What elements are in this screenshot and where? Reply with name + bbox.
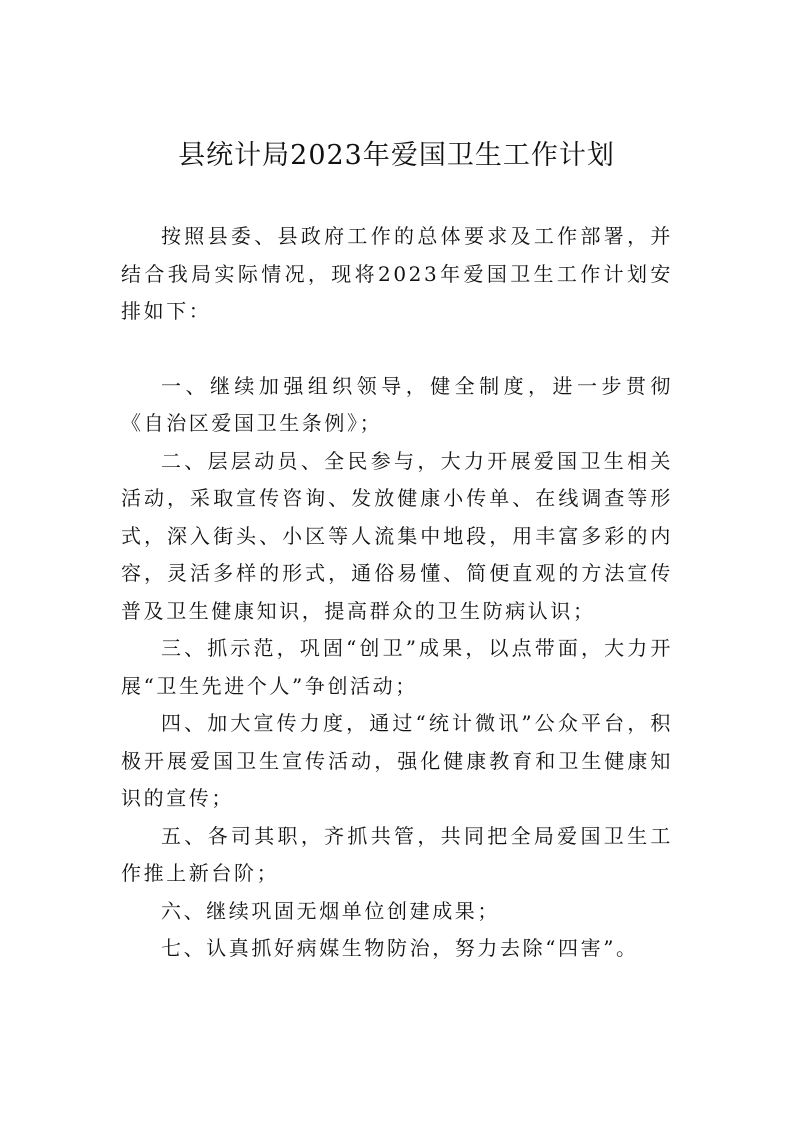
plan-item-2: 二、层层动员、全民参与，大力开展爱国卫生相关活动，采取宣传咨询、发放健康小传单、在线调查等形式，深入街头、小区等人流集中地段，用丰富多彩的内容，灵活多样的形式，通俗易懂、简便直观的方法宣传普及卫生健康知识，提高群众的卫生防病认识；: [121, 448, 673, 623]
plan-item-5: 五、各司其职，齐抓共管，共同把全局爱国卫生工作推上新台阶；: [121, 823, 673, 885]
plan-item-1: 一、继续加强组织领导，健全制度，进一步贯彻《自治区爱国卫生条例》；: [121, 373, 673, 435]
intro-paragraph: 按照县委、县政府工作的总体要求及工作部署，并结合我局实际情况，现将2023年爱国卫生工作计划安排如下：: [121, 224, 673, 323]
document-title: 县统计局2023年爱国卫生工作计划: [178, 140, 615, 171]
plan-item-7: 七、认真抓好病媒生物防治，努力去除“四害”。: [161, 936, 639, 960]
document-body: [121, 218, 673, 968]
plan-item-4: 四、加大宣传力度，通过“统计微讯”公众平台，积极开展爱国卫生宣传活动，强化健康教育和卫生健康知识的宣传；: [121, 711, 673, 810]
plan-item-3: 三、抓示范，巩固“创卫”成果，以点带面，大力开展“卫生先进个人”争创活动；: [121, 636, 673, 698]
plan-item-6: 六、继续巩固无烟单位创建成果；: [161, 898, 500, 923]
